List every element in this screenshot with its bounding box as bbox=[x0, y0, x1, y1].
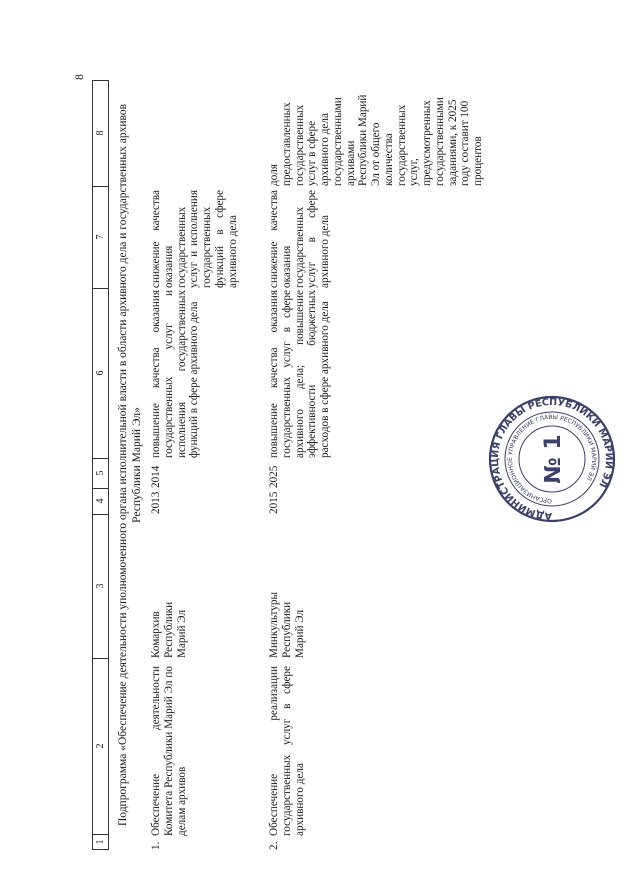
start-year-cell: 2013 bbox=[150, 491, 162, 514]
col-num-1: 1 bbox=[95, 839, 106, 845]
consequence-cell: снижение качества оказания государственных услуг в сфере архивного дела bbox=[268, 190, 332, 288]
page-number: 8 bbox=[72, 74, 86, 80]
col-num-4: 4 bbox=[93, 488, 108, 515]
col-num-8: 8 bbox=[93, 80, 108, 187]
seal-outer-text: АДМИНИСТРАЦИЯ ГЛАВЫ РЕСПУБЛИКИ МАРИЙ ЭЛ bbox=[489, 396, 615, 522]
col-num-2: 2 bbox=[93, 658, 108, 835]
end-year-cell: 2014 bbox=[150, 465, 162, 488]
end-year-cell: 2025 bbox=[268, 465, 280, 488]
col-num-5: 5 bbox=[93, 458, 108, 489]
column-number-header bbox=[92, 80, 109, 850]
official-seal bbox=[487, 394, 617, 524]
consequence-cell: снижение качества оказания государственных услуг и исполнения государственных функций в сфере архивного дела bbox=[150, 190, 239, 288]
indicator-cell: доля предоставленных государственных услуг в сфере архивного дела государственными архивами Республики Марий Эл от общего количества государственных услуг, предусмотренных государственными заданиями, к 2025 году составит 100 процентов bbox=[268, 94, 485, 186]
col-num-6: 6 bbox=[93, 288, 108, 459]
event-cell: Обеспечение деятельности Комитета Республики Марий Эл по делам архивов bbox=[150, 666, 188, 836]
start-year-cell: 2015 bbox=[268, 491, 280, 514]
result-cell: повышение качества оказания государственных услуг в сфере архивного дела; повышение эффективности бюджетных расходов в сфере архивного дела bbox=[268, 290, 332, 458]
result-cell: повышение качества оказания государственных услуг и исполнения государственных функций в сфере архивного дела bbox=[150, 290, 201, 458]
subprogram-title: Подпрограмма «Обеспечение деятельности уполномоченного органа исполнительной власти в области архивного дела и государственных архивов Республики Марий Эл» bbox=[117, 103, 144, 827]
executor-cell: Комархив Республики Марий Эл bbox=[150, 601, 188, 658]
executor-cell: Минкультуры Республики Марий Эл bbox=[268, 591, 306, 658]
col-num-7: 7 bbox=[93, 186, 108, 289]
row-number: 1. bbox=[150, 841, 162, 850]
event-cell: Обеспечение реализации государственных услуг в сфере архивного дела bbox=[268, 666, 306, 836]
seal-inner-text: ОРГАНИЗАЦИОННОЕ УПРАВЛЕНИЕ ГЛАВЫ РЕСПУБЛИКИ МАРИЙ ЭЛ bbox=[506, 413, 598, 505]
row-number: 2. bbox=[268, 841, 280, 850]
col-num-3: 3 bbox=[93, 514, 108, 659]
seal-number: № 1 bbox=[541, 434, 566, 484]
